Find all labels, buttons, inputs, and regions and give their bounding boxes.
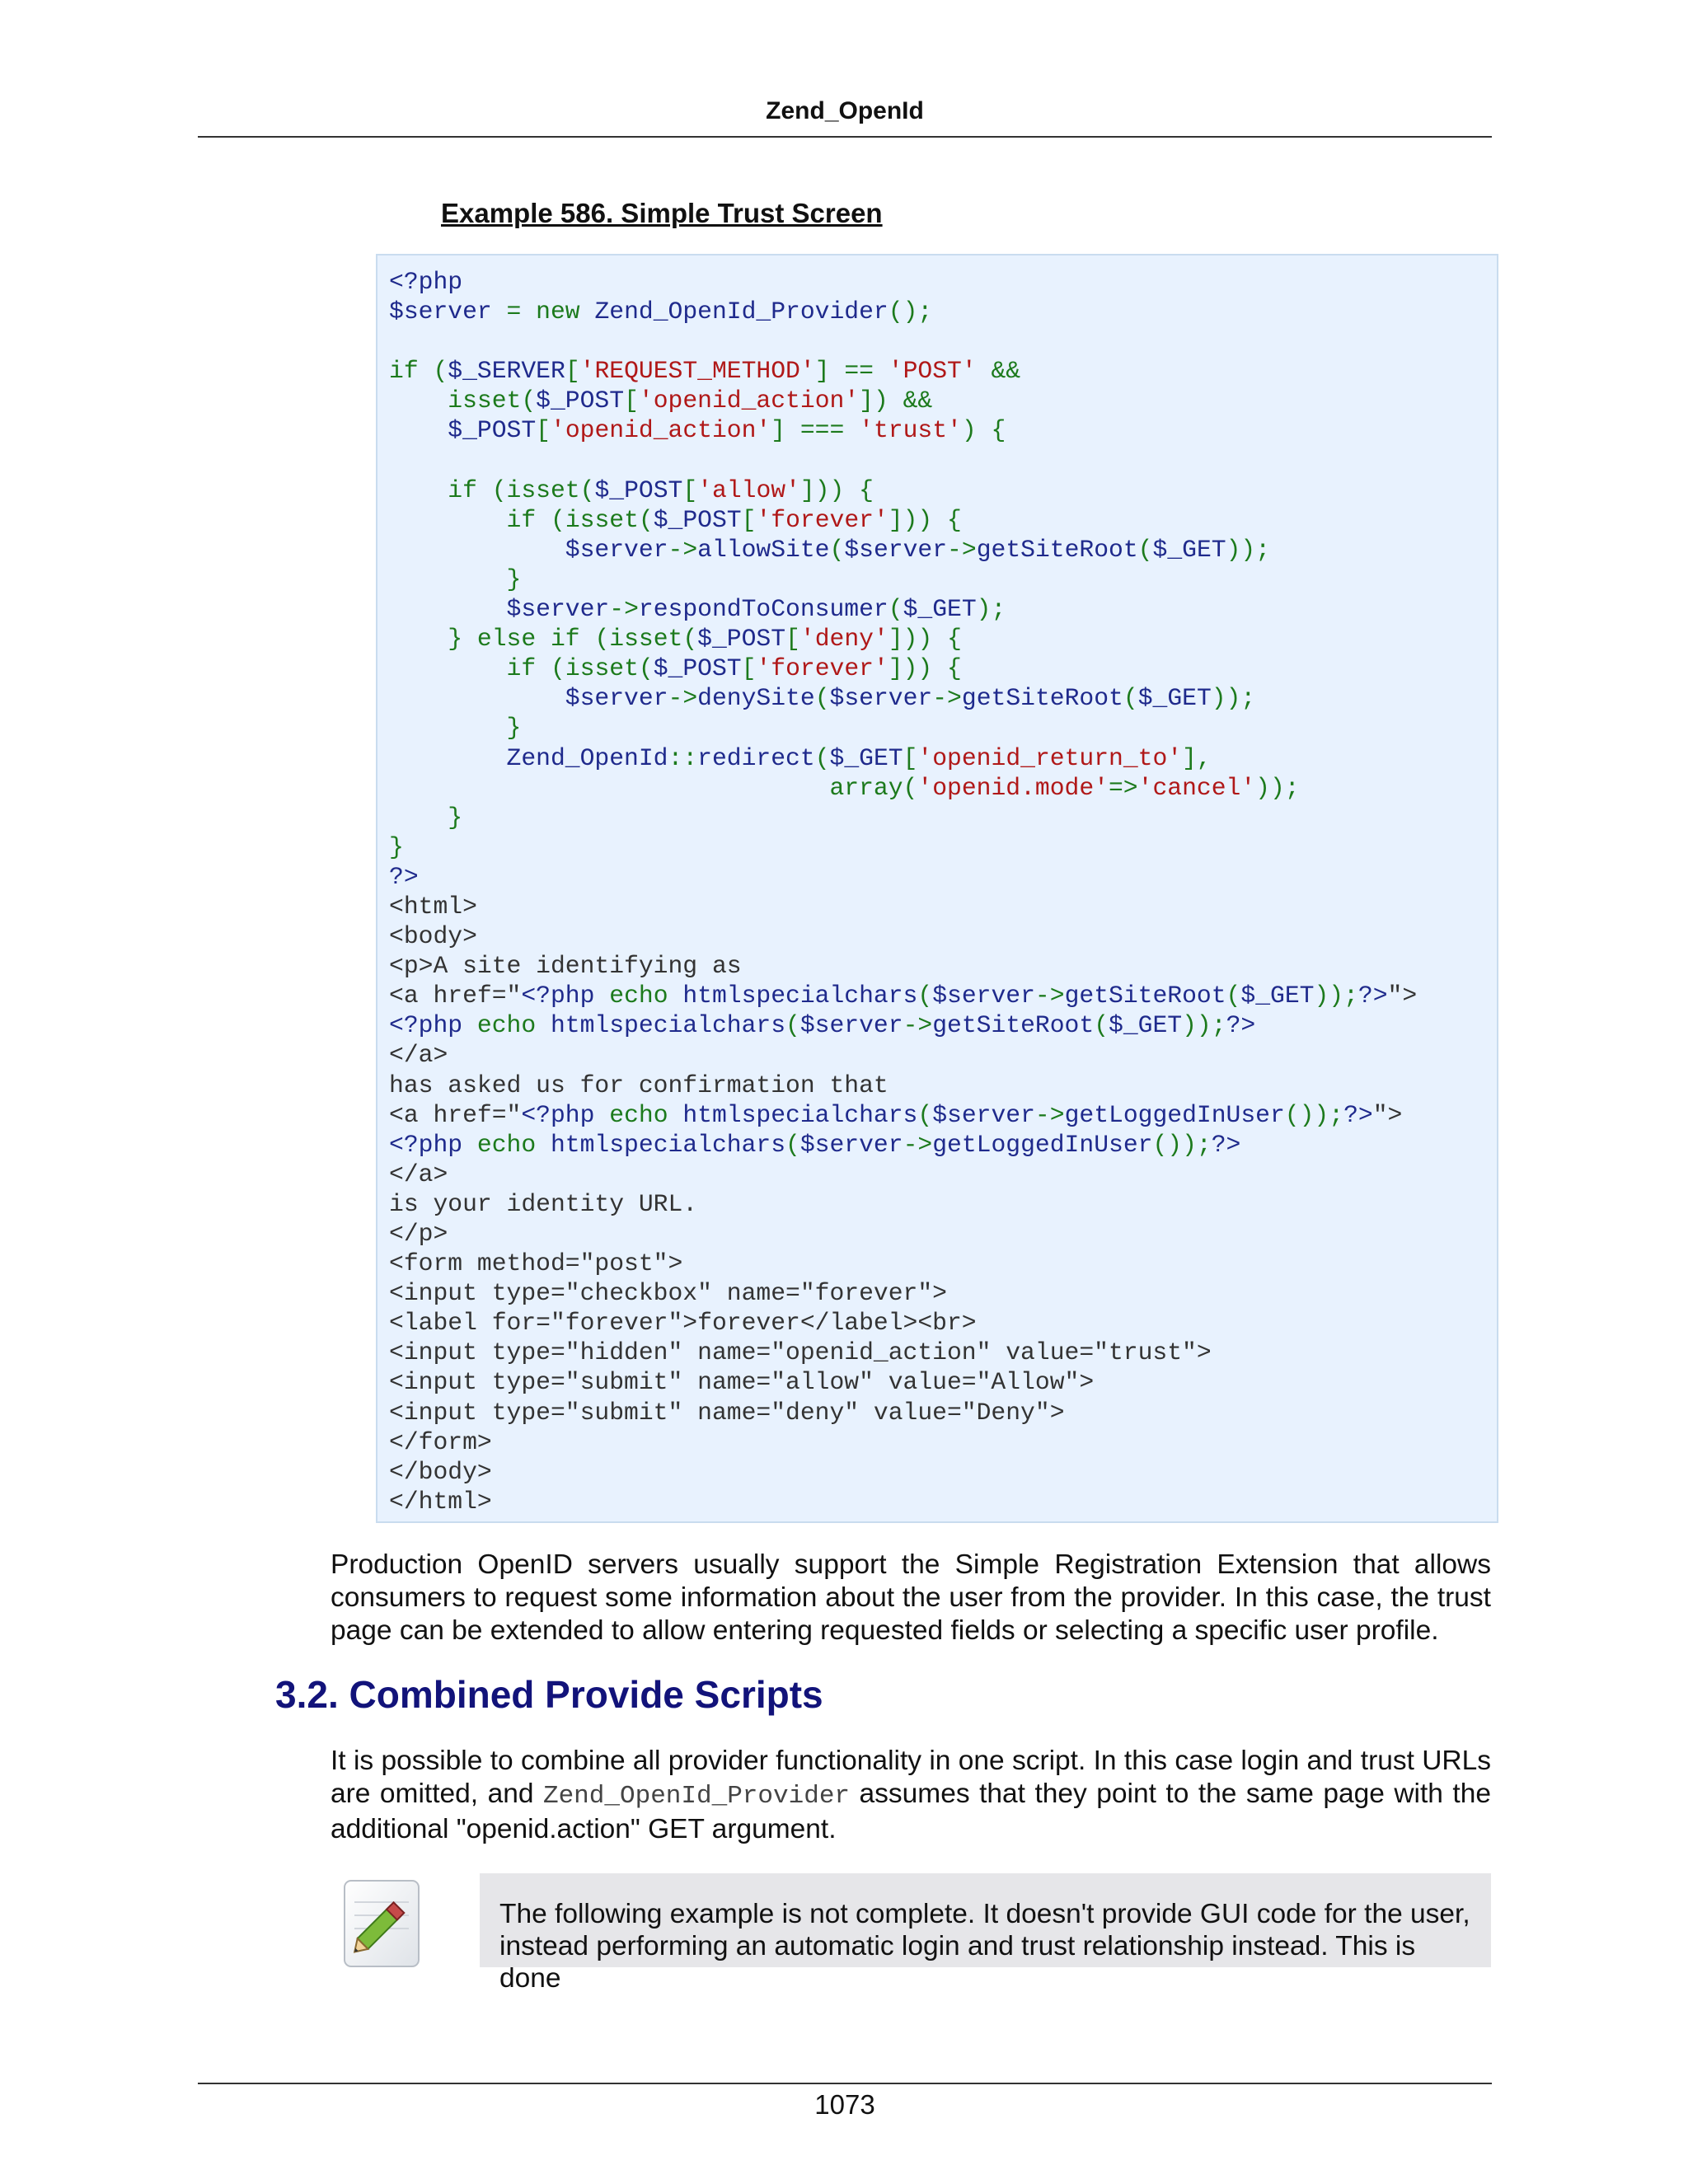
paragraph-text-before: It is possible to combine all provider functionality in one script. In this case login and trust URLs are omitted, and [331,1746,1491,1809]
code-token [389,506,507,534]
example-title: Example 586. Simple Trust Screen [441,198,883,228]
code-token: ])) { [888,625,962,654]
code-token: getLoggedInUser [932,1130,1153,1159]
code-token: <input type="submit" name="allow" value="Allow"> [389,1368,1095,1397]
code-token: 'openid.mode' [917,773,1109,802]
code-token: = [506,298,537,326]
code-token: ?> [1226,1011,1256,1040]
code-token: else if [476,625,595,654]
code-token: 'POST' [888,357,992,386]
code-token: } [389,832,404,861]
code-line [389,713,1497,743]
code-token: $server [799,1011,903,1040]
code-line [389,1367,1497,1397]
code-token: [ [741,654,757,683]
code-token: </a> [389,1160,448,1188]
code-line [389,624,1497,654]
code-token: ) { [961,416,1006,445]
code-token: 'openid_action' [638,387,860,415]
code-token: <a href=" [389,1100,522,1129]
code-token: $_GET [1137,684,1212,713]
code-token: ( [1123,684,1138,713]
code-token: getSiteRoot [932,1011,1095,1040]
code-token: </html> [389,1487,492,1516]
code-line [389,1010,1497,1040]
code-token: $_SERVER [448,357,565,386]
code-token: $server [829,684,933,713]
code-line [389,326,1497,356]
code-line [389,356,1497,386]
code-line [389,1427,1497,1457]
code-token: ], [1182,743,1212,772]
code-token [389,595,507,623]
code-token: isset [609,625,683,654]
code-token: getSiteRoot [976,535,1138,564]
code-token: isset [565,654,639,683]
code-line [389,535,1497,565]
code-token: 'openid_action' [551,416,771,445]
code-line [389,446,1497,476]
code-token: [ [741,505,757,534]
note-box [480,1873,1491,1994]
code-token: [ [565,357,580,386]
code-token: htmlspecialchars [550,1011,786,1040]
code-token: && [991,357,1021,386]
note-text: The following example is not complete. It doesn't provide GUI code for the user, instead performing an automatic login and trust relationship instead. This is done [499,1899,1470,1994]
code-token: ( [550,505,565,534]
code-token: allowSite [697,535,830,564]
code-token: "> [1372,1100,1403,1129]
code-token [389,476,448,504]
code-token: <label for="forever">forever</label><br> [389,1309,977,1338]
code-token: -> [668,684,698,713]
code-token: <a href=" [389,982,522,1010]
code-token: 'forever' [756,505,889,534]
code-line [389,743,1497,773]
page-number: 1073 [814,2089,875,2120]
code-token: $server [565,535,668,564]
paragraph-combined-scripts [331,1745,1491,1846]
code-token: )); [1182,1011,1226,1040]
code-token [389,804,448,832]
code-token: [ [903,743,918,772]
code-token: redirect [697,743,815,772]
code-line [389,267,1497,297]
code-token: $server [932,1100,1035,1129]
code-token: ( [917,1100,933,1129]
code-line [389,803,1497,832]
code-block [376,254,1498,1523]
code-token [389,654,507,682]
code-token: $server [506,595,610,624]
code-token [389,536,565,564]
code-token: [ [682,476,698,504]
code-token: <?php [521,1100,610,1129]
code-line [389,1398,1497,1427]
code-token: if [506,505,551,534]
code-token: $_GET [1109,1011,1183,1040]
code-token [389,416,448,444]
code-line [389,1189,1497,1219]
code-token: denySite [697,684,815,713]
code-token: ?> [1343,1100,1373,1129]
code-token: ])) { [888,654,962,683]
code-token: ()); [1152,1130,1212,1159]
code-token: 'trust' [859,416,962,445]
code-line [389,505,1497,535]
code-token: isset [448,387,522,415]
code-token: 'openid_return_to' [917,743,1183,772]
code-token [389,744,507,772]
code-token: ( [638,654,654,683]
code-token: is your identity URL. [389,1189,698,1218]
code-token: ( [682,625,698,654]
code-token: $_GET [1240,982,1315,1010]
code-token: getLoggedInUser [1064,1100,1285,1129]
code-token: )); [1255,773,1300,802]
code-token: -> [903,1011,933,1040]
code-token: ( [1226,982,1241,1010]
code-token [389,387,448,415]
code-token: <?php [521,982,610,1010]
code-token: $_POST [653,654,742,683]
code-token: } [448,803,463,832]
code-token: <?php [389,268,463,296]
code-token: if [506,654,551,683]
code-token: => [1108,773,1138,802]
code-token: Zend_OpenId [506,743,668,772]
code-line [389,683,1497,713]
code-token: $_GET [829,743,903,772]
code-token: ( [917,982,933,1010]
code-token: $_GET [903,595,977,624]
code-token: ( [785,1130,800,1159]
code-line [389,415,1497,445]
code-token [389,625,448,653]
code-token [389,684,565,712]
code-token: $_POST [536,387,625,415]
code-line [389,1487,1497,1516]
code-token: ( [888,595,903,624]
code-token: echo [609,982,683,1010]
code-line [389,1338,1497,1367]
code-token: <form method="post"> [389,1249,683,1278]
code-token: ()); [1284,1100,1344,1129]
code-token: -> [609,595,639,624]
code-token: <input type="submit" name="deny" value="Deny"> [389,1398,1065,1427]
code-token: <html> [389,892,477,921]
pencil-note-icon [338,1877,424,1970]
code-token: -> [1034,1100,1065,1129]
code-token: ?> [1357,982,1388,1010]
code-token: -> [947,535,977,564]
code-token: htmlspecialchars [550,1130,786,1159]
code-token: ( [1094,1011,1109,1040]
code-token: <input type="checkbox" name="forever"> [389,1279,947,1308]
paragraph-text-after: assumes that they point to the same page with the additional "openid.action" GET argument. [331,1779,1491,1844]
code-token: ( [829,535,845,564]
code-token: $_POST [697,625,786,654]
code-token: $server [389,298,507,326]
code-token: <?php [389,1011,477,1040]
code-token: :: [668,743,698,772]
code-token: [ [785,625,800,654]
code-token: ] === [771,416,860,445]
code-token: -> [932,684,962,713]
code-token: ]) && [859,387,933,415]
code-token: </p> [389,1220,448,1248]
code-token: [ [624,387,639,415]
code-token: ( [433,357,448,386]
code-token: $server [844,535,948,564]
code-line [389,862,1497,892]
code-token: } [506,714,522,743]
code-line [389,832,1497,862]
code-token: ( [1137,535,1153,564]
code-line [389,981,1497,1010]
code-line [389,1219,1497,1249]
code-line [389,921,1497,951]
code-token: (); [888,298,933,326]
code-token: </body> [389,1457,492,1486]
code-token: ); [976,595,1006,624]
code-token: </form> [389,1427,492,1456]
code-token: 'REQUEST_METHOD' [579,357,815,386]
code-line [389,1100,1497,1130]
code-token: 'forever' [756,654,889,683]
code-line [389,1278,1497,1308]
code-token: -> [668,535,698,564]
code-line [389,1457,1497,1487]
code-token: getSiteRoot [1064,982,1226,1010]
footer-rule [198,2083,1492,2084]
code-line [389,1308,1497,1338]
code-token: ])) { [888,505,962,534]
code-line [389,565,1497,594]
code-token: echo [476,1011,551,1040]
code-token: } [506,565,522,593]
code-token: htmlspecialchars [682,1100,918,1129]
code-line [389,1071,1497,1100]
code-token: respondToConsumer [638,595,889,624]
code-line [389,1160,1497,1189]
code-token: $_POST [653,505,742,534]
code-token: <body> [389,922,477,951]
paragraph-simple-registration: Production OpenID servers usually support the Simple Registration Extension that allows consumers to request some information about the user from the provider. In this case, the trust page can be extended to allow entering requested fields or selecting a specific user profile. [331,1549,1491,1646]
code-token: has asked us for confirmation that [389,1071,889,1099]
code-token: </a> [389,1041,448,1070]
code-token: echo [609,1100,683,1129]
code-token: ( [903,773,918,802]
code-line [389,297,1497,326]
code-token: ?> [1211,1130,1241,1159]
code-line [389,594,1497,624]
code-token: ( [579,476,595,504]
code-line [389,1040,1497,1070]
code-token: -> [1034,982,1065,1010]
code-token: ( [594,625,610,654]
code-token: -> [903,1130,933,1159]
code-token: new [536,298,595,326]
code-line [389,951,1497,981]
code-token: ( [814,743,830,772]
code-token: $_GET [1152,535,1226,564]
code-token: ] == [814,357,889,386]
code-line [389,654,1497,683]
code-token: $server [799,1130,903,1159]
code-token: ( [521,387,537,415]
code-token [389,774,829,802]
code-token: getSiteRoot [961,684,1123,713]
code-token: <p>A site identifying as [389,952,742,981]
code-line [389,773,1497,803]
section-title: 3.2. Combined Provide Scripts [275,1673,823,1716]
code-token: if [448,476,492,504]
code-token: <input type="hidden" name="openid_action" value="trust"> [389,1338,1212,1367]
code-line [389,1130,1497,1160]
code-token [389,714,507,742]
inline-code-class-name: Zend_OpenId_Provider [542,1782,851,1811]
code-token: if [389,357,434,386]
code-line [389,386,1497,415]
code-token: )); [1211,684,1256,713]
page-header-title: Zend_OpenId [766,97,924,124]
code-token: ( [550,654,565,683]
code-token: isset [565,505,639,534]
code-token: echo [476,1130,551,1159]
code-token: ( [491,476,507,504]
code-line [389,892,1497,921]
code-token: $_POST [594,476,683,504]
code-token: $server [565,684,668,713]
code-token: $_POST [448,416,537,445]
code-token: )); [1226,535,1271,564]
code-token: isset [506,476,580,504]
code-token: ( [814,684,830,713]
code-token: array [829,773,903,802]
code-token: 'deny' [799,625,889,654]
code-token: )); [1314,982,1358,1010]
code-token [389,565,507,593]
code-token: [ [536,416,551,445]
code-token: ( [785,1011,800,1040]
code-line [389,476,1497,505]
code-token: } [448,625,477,654]
code-listing [389,267,1497,1516]
code-token: 'allow' [697,476,800,504]
header-rule [198,136,1492,138]
code-token: ?> [389,862,419,891]
code-token: ])) { [799,476,874,504]
code-token: Zend_OpenId_Provider [594,298,889,326]
code-token: 'cancel' [1137,773,1256,802]
code-token: $server [932,982,1035,1010]
code-token: <?php [389,1130,477,1159]
code-token: ( [638,505,654,534]
code-token: "> [1387,982,1418,1010]
code-line [389,1249,1497,1278]
code-token: htmlspecialchars [682,982,918,1010]
